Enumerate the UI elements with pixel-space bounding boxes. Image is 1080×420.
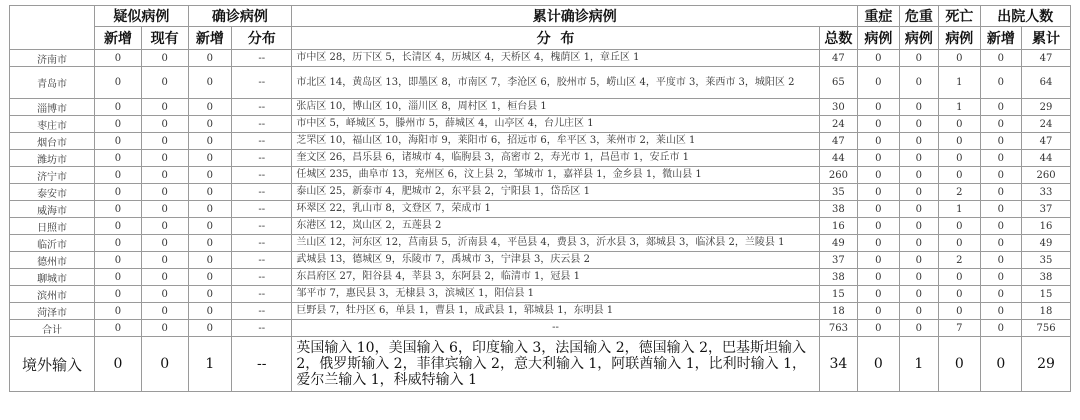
city-name-cell: 泰安市 <box>10 184 95 201</box>
suspected-new-cell: 0 <box>95 67 142 99</box>
header-critical: 危重 <box>899 6 938 27</box>
header-severe: 重症 <box>858 6 900 27</box>
confirmed-new-cell: 0 <box>188 150 232 167</box>
critical-cases-cell: 0 <box>899 252 938 269</box>
confirmed-distribution-cell: -- <box>232 269 292 286</box>
city-name-cell: 境外输入 <box>10 337 95 392</box>
city-name-cell: 淄博市 <box>10 99 95 116</box>
death-cases-cell: 1 <box>939 67 981 99</box>
cumulative-total-cell: 47 <box>819 50 857 67</box>
confirmed-distribution-cell: -- <box>232 184 292 201</box>
death-cases-cell: 0 <box>939 303 981 320</box>
confirmed-new-cell: 0 <box>188 184 232 201</box>
cumulative-distribution-cell: 东昌府区 27，阳谷县 4，莘县 3，东阿县 2，临清市 1，冠县 1 <box>292 269 819 286</box>
discharged-new-cell: 0 <box>980 116 1022 133</box>
header-discharged-cumulative: 累计 <box>1022 27 1071 50</box>
cumulative-total-cell: 37 <box>819 252 857 269</box>
critical-cases-cell: 0 <box>899 133 938 150</box>
overseas-row <box>10 337 1071 392</box>
severe-cases-cell: 0 <box>858 235 900 252</box>
suspected-current-cell: 0 <box>141 337 188 392</box>
discharged-cumulative-cell: 47 <box>1022 50 1071 67</box>
death-cases-cell: 0 <box>939 150 981 167</box>
severe-cases-cell: 0 <box>858 218 900 235</box>
discharged-new-cell: 0 <box>980 235 1022 252</box>
discharged-cumulative-cell: 37 <box>1022 201 1071 218</box>
cumulative-distribution-cell: 市中区 5，峄城区 5，滕州市 5，薛城区 4，山亭区 4，台儿庄区 1 <box>292 116 819 133</box>
suspected-new-cell: 0 <box>95 167 142 184</box>
table-row <box>10 116 1071 133</box>
table-body <box>10 50 1071 392</box>
city-name-cell: 烟台市 <box>10 133 95 150</box>
header-suspected-current: 现有 <box>141 27 188 50</box>
confirmed-new-cell: 0 <box>188 50 232 67</box>
cumulative-distribution-cell: 市中区 28，历下区 5，长清区 4，历城区 4，天桥区 4，槐荫区 1，章丘区 1 <box>292 50 819 67</box>
table-row <box>10 184 1071 201</box>
critical-cases-cell: 0 <box>899 50 938 67</box>
city-name-cell: 德州市 <box>10 252 95 269</box>
death-cases-cell: 0 <box>939 116 981 133</box>
suspected-current-cell: 0 <box>141 269 188 286</box>
discharged-cumulative-cell: 38 <box>1022 269 1071 286</box>
suspected-new-cell: 0 <box>95 99 142 116</box>
suspected-current-cell: 0 <box>141 116 188 133</box>
severe-cases-cell: 0 <box>858 286 900 303</box>
death-cases-cell: 7 <box>939 320 981 337</box>
confirmed-distribution-cell: -- <box>232 252 292 269</box>
table-row <box>10 133 1071 150</box>
header-cumulative: 累计确诊病例 <box>292 6 858 27</box>
confirmed-distribution-cell: -- <box>232 286 292 303</box>
severe-cases-cell: 0 <box>858 67 900 99</box>
suspected-new-cell: 0 <box>95 252 142 269</box>
discharged-cumulative-cell: 35 <box>1022 252 1071 269</box>
discharged-new-cell: 0 <box>980 133 1022 150</box>
city-name-cell: 聊城市 <box>10 269 95 286</box>
discharged-cumulative-cell: 29 <box>1022 99 1071 116</box>
discharged-cumulative-cell: 756 <box>1022 320 1071 337</box>
suspected-current-cell: 0 <box>141 303 188 320</box>
table-row <box>10 235 1071 252</box>
discharged-cumulative-cell: 49 <box>1022 235 1071 252</box>
header-cumulative-total: 总数 <box>819 27 857 50</box>
table-row <box>10 99 1071 116</box>
critical-cases-cell: 0 <box>899 67 938 99</box>
severe-cases-cell: 0 <box>858 269 900 286</box>
cumulative-distribution-cell: 泰山区 25，新泰市 4，肥城市 2，东平县 2，宁阳县 1，岱岳区 1 <box>292 184 819 201</box>
header-suspected-new: 新增 <box>95 27 142 50</box>
cumulative-distribution-cell: 张店区 10，博山区 10，淄川区 8，周村区 1，桓台县 1 <box>292 99 819 116</box>
death-cases-cell: 0 <box>939 218 981 235</box>
table-row <box>10 50 1071 67</box>
suspected-current-cell: 0 <box>141 286 188 303</box>
confirmed-distribution-cell: -- <box>232 67 292 99</box>
discharged-new-cell: 0 <box>980 218 1022 235</box>
severe-cases-cell: 0 <box>858 303 900 320</box>
death-cases-cell: 0 <box>939 50 981 67</box>
confirmed-new-cell: 0 <box>188 116 232 133</box>
city-name-cell: 合计 <box>10 320 95 337</box>
confirmed-new-cell: 0 <box>188 252 232 269</box>
header-city <box>10 6 95 50</box>
confirmed-distribution-cell: -- <box>232 50 292 67</box>
critical-cases-cell: 0 <box>899 201 938 218</box>
discharged-new-cell: 0 <box>980 150 1022 167</box>
death-cases-cell: 0 <box>939 269 981 286</box>
suspected-new-cell: 0 <box>95 269 142 286</box>
table-row <box>10 167 1071 184</box>
discharged-cumulative-cell: 44 <box>1022 150 1071 167</box>
suspected-new-cell: 0 <box>95 235 142 252</box>
death-cases-cell: 2 <box>939 252 981 269</box>
suspected-new-cell: 0 <box>95 133 142 150</box>
confirmed-new-cell: 0 <box>188 99 232 116</box>
confirmed-distribution-cell: -- <box>232 99 292 116</box>
confirmed-distribution-cell: -- <box>232 235 292 252</box>
severe-cases-cell: 0 <box>858 320 900 337</box>
confirmed-distribution-cell: -- <box>232 150 292 167</box>
discharged-cumulative-cell: 18 <box>1022 303 1071 320</box>
cumulative-distribution-cell: -- <box>292 320 819 337</box>
header-discharged-new: 新增 <box>980 27 1022 50</box>
suspected-new-cell: 0 <box>95 201 142 218</box>
critical-cases-cell: 0 <box>899 184 938 201</box>
cumulative-total-cell: 65 <box>819 67 857 99</box>
header-suspected: 疑似病例 <box>95 6 188 27</box>
cumulative-distribution-cell: 任城区 235，曲阜市 13，兖州区 6，汶上县 2，邹城市 1，嘉祥县 1，金乡县 1，微山县 1 <box>292 167 819 184</box>
critical-cases-cell: 0 <box>899 167 938 184</box>
suspected-current-cell: 0 <box>141 235 188 252</box>
cumulative-distribution-cell: 英国输入 10，美国输入 6，印度输入 3，法国输入 2，德国输入 2，巴基斯坦输入 2，俄罗斯输入 2，菲律宾输入 2，意大利输入 1，阿联酋输入 1，比利时输入 1，爱尔兰输入 1，科威特输入 1 <box>292 337 819 392</box>
suspected-new-cell: 0 <box>95 218 142 235</box>
cumulative-distribution-cell: 市北区 14，黄岛区 13，即墨区 8，市南区 7，李沧区 6，胶州市 5，崂山区 4，平度市 3，莱西市 3，城阳区 2 <box>292 67 819 99</box>
cumulative-total-cell: 763 <box>819 320 857 337</box>
discharged-cumulative-cell: 47 <box>1022 133 1071 150</box>
death-cases-cell: 0 <box>939 235 981 252</box>
header-death-cases: 病例 <box>939 27 981 50</box>
suspected-current-cell: 0 <box>141 133 188 150</box>
city-name-cell: 潍坊市 <box>10 150 95 167</box>
suspected-new-cell: 0 <box>95 184 142 201</box>
cumulative-distribution-cell: 武城县 13，德城区 9，乐陵市 7，禹城市 3，宁津县 3，庆云县 2 <box>292 252 819 269</box>
city-name-cell: 济南市 <box>10 50 95 67</box>
cumulative-total-cell: 16 <box>819 218 857 235</box>
suspected-new-cell: 0 <box>95 286 142 303</box>
discharged-cumulative-cell: 16 <box>1022 218 1071 235</box>
covid-statistics-table <box>9 5 1071 392</box>
city-name-cell: 枣庄市 <box>10 116 95 133</box>
critical-cases-cell: 0 <box>899 116 938 133</box>
discharged-new-cell: 0 <box>980 201 1022 218</box>
discharged-new-cell: 0 <box>980 337 1022 392</box>
cumulative-total-cell: 30 <box>819 99 857 116</box>
city-name-cell: 菏泽市 <box>10 303 95 320</box>
suspected-current-cell: 0 <box>141 99 188 116</box>
suspected-current-cell: 0 <box>141 184 188 201</box>
severe-cases-cell: 0 <box>858 184 900 201</box>
confirmed-distribution-cell: -- <box>232 303 292 320</box>
confirmed-new-cell: 0 <box>188 167 232 184</box>
cumulative-distribution-cell: 巨野县 7，牡丹区 6，单县 1，曹县 1，成武县 1，郓城县 1，东明县 1 <box>292 303 819 320</box>
cumulative-distribution-cell: 环翠区 22，乳山市 8，文登区 7，荣成市 1 <box>292 201 819 218</box>
total-row <box>10 320 1071 337</box>
table-row <box>10 269 1071 286</box>
severe-cases-cell: 0 <box>858 150 900 167</box>
critical-cases-cell: 0 <box>899 269 938 286</box>
cumulative-distribution-cell: 奎文区 26，昌乐县 6，诸城市 4，临朐县 3，高密市 2，寿光市 1，昌邑市 1，安丘市 1 <box>292 150 819 167</box>
critical-cases-cell: 0 <box>899 218 938 235</box>
suspected-new-cell: 0 <box>95 320 142 337</box>
confirmed-distribution-cell: -- <box>232 201 292 218</box>
severe-cases-cell: 0 <box>858 50 900 67</box>
critical-cases-cell: 1 <box>899 337 938 392</box>
severe-cases-cell: 0 <box>858 201 900 218</box>
header-cumulative-distribution: 分 布 <box>292 27 819 50</box>
cumulative-distribution-cell: 邹平市 7，惠民县 3，无棣县 3，滨城区 1，阳信县 1 <box>292 286 819 303</box>
cumulative-total-cell: 44 <box>819 150 857 167</box>
confirmed-new-cell: 0 <box>188 133 232 150</box>
discharged-new-cell: 0 <box>980 67 1022 99</box>
cumulative-total-cell: 15 <box>819 286 857 303</box>
cumulative-total-cell: 24 <box>819 116 857 133</box>
cumulative-total-cell: 38 <box>819 269 857 286</box>
confirmed-new-cell: 0 <box>188 269 232 286</box>
header-confirmed-new: 新增 <box>188 27 232 50</box>
city-name-cell: 滨州市 <box>10 286 95 303</box>
cumulative-total-cell: 260 <box>819 167 857 184</box>
header-confirmed-distribution: 分布 <box>232 27 292 50</box>
discharged-cumulative-cell: 260 <box>1022 167 1071 184</box>
table-row <box>10 286 1071 303</box>
city-name-cell: 青岛市 <box>10 67 95 99</box>
table-row <box>10 150 1071 167</box>
cumulative-total-cell: 47 <box>819 133 857 150</box>
header-critical-cases: 病例 <box>899 27 938 50</box>
discharged-cumulative-cell: 64 <box>1022 67 1071 99</box>
severe-cases-cell: 0 <box>858 337 900 392</box>
death-cases-cell: 0 <box>939 337 981 392</box>
cumulative-total-cell: 38 <box>819 201 857 218</box>
discharged-new-cell: 0 <box>980 50 1022 67</box>
suspected-new-cell: 0 <box>95 303 142 320</box>
table-row <box>10 252 1071 269</box>
confirmed-distribution-cell: -- <box>232 218 292 235</box>
suspected-current-cell: 0 <box>141 320 188 337</box>
confirmed-distribution-cell: -- <box>232 133 292 150</box>
suspected-current-cell: 0 <box>141 150 188 167</box>
critical-cases-cell: 0 <box>899 150 938 167</box>
confirmed-new-cell: 0 <box>188 218 232 235</box>
city-name-cell: 济宁市 <box>10 167 95 184</box>
header-death: 死亡 <box>939 6 981 27</box>
critical-cases-cell: 0 <box>899 235 938 252</box>
confirmed-distribution-cell: -- <box>232 167 292 184</box>
discharged-new-cell: 0 <box>980 99 1022 116</box>
confirmed-new-cell: 0 <box>188 67 232 99</box>
severe-cases-cell: 0 <box>858 167 900 184</box>
severe-cases-cell: 0 <box>858 116 900 133</box>
cumulative-total-cell: 18 <box>819 303 857 320</box>
city-name-cell: 威海市 <box>10 201 95 218</box>
cumulative-distribution-cell: 芝罘区 10，福山区 10，海阳市 9，莱阳市 6，招远市 6，牟平区 3，莱州市 2，莱山区 1 <box>292 133 819 150</box>
severe-cases-cell: 0 <box>858 133 900 150</box>
cumulative-total-cell: 35 <box>819 184 857 201</box>
critical-cases-cell: 0 <box>899 303 938 320</box>
suspected-new-cell: 0 <box>95 50 142 67</box>
critical-cases-cell: 0 <box>899 320 938 337</box>
suspected-current-cell: 0 <box>141 218 188 235</box>
suspected-current-cell: 0 <box>141 50 188 67</box>
confirmed-new-cell: 0 <box>188 201 232 218</box>
severe-cases-cell: 0 <box>858 99 900 116</box>
table-header <box>10 6 1071 50</box>
suspected-current-cell: 0 <box>141 167 188 184</box>
confirmed-new-cell: 1 <box>188 337 232 392</box>
suspected-current-cell: 0 <box>141 252 188 269</box>
table-row <box>10 201 1071 218</box>
cumulative-distribution-cell: 东港区 12，岚山区 2，五莲县 2 <box>292 218 819 235</box>
table-row <box>10 218 1071 235</box>
suspected-current-cell: 0 <box>141 201 188 218</box>
discharged-cumulative-cell: 33 <box>1022 184 1071 201</box>
header-severe-cases: 病例 <box>858 27 900 50</box>
confirmed-distribution-cell: -- <box>232 116 292 133</box>
discharged-new-cell: 0 <box>980 303 1022 320</box>
critical-cases-cell: 0 <box>899 99 938 116</box>
confirmed-distribution-cell: -- <box>232 337 292 392</box>
discharged-new-cell: 0 <box>980 252 1022 269</box>
death-cases-cell: 0 <box>939 133 981 150</box>
cumulative-total-cell: 49 <box>819 235 857 252</box>
confirmed-new-cell: 0 <box>188 286 232 303</box>
discharged-cumulative-cell: 24 <box>1022 116 1071 133</box>
discharged-new-cell: 0 <box>980 320 1022 337</box>
table-row <box>10 67 1071 99</box>
confirmed-distribution-cell: -- <box>232 320 292 337</box>
death-cases-cell: 2 <box>939 184 981 201</box>
cumulative-total-cell: 34 <box>819 337 857 392</box>
death-cases-cell: 1 <box>939 99 981 116</box>
suspected-new-cell: 0 <box>95 337 142 392</box>
header-confirmed: 确诊病例 <box>188 6 292 27</box>
confirmed-new-cell: 0 <box>188 235 232 252</box>
confirmed-new-cell: 0 <box>188 320 232 337</box>
discharged-new-cell: 0 <box>980 286 1022 303</box>
critical-cases-cell: 0 <box>899 286 938 303</box>
cumulative-distribution-cell: 兰山区 12，河东区 12，莒南县 5，沂南县 4，平邑县 4，费县 3，沂水县 3，郯城县 3，临沭县 2，兰陵县 1 <box>292 235 819 252</box>
discharged-new-cell: 0 <box>980 167 1022 184</box>
city-name-cell: 日照市 <box>10 218 95 235</box>
suspected-new-cell: 0 <box>95 116 142 133</box>
city-name-cell: 临沂市 <box>10 235 95 252</box>
suspected-new-cell: 0 <box>95 150 142 167</box>
discharged-new-cell: 0 <box>980 269 1022 286</box>
confirmed-new-cell: 0 <box>188 303 232 320</box>
discharged-cumulative-cell: 29 <box>1022 337 1071 392</box>
death-cases-cell: 0 <box>939 286 981 303</box>
death-cases-cell: 1 <box>939 201 981 218</box>
death-cases-cell: 0 <box>939 167 981 184</box>
table-row <box>10 303 1071 320</box>
header-discharged: 出院人数 <box>980 6 1070 27</box>
discharged-cumulative-cell: 15 <box>1022 286 1071 303</box>
suspected-current-cell: 0 <box>141 67 188 99</box>
discharged-new-cell: 0 <box>980 184 1022 201</box>
severe-cases-cell: 0 <box>858 252 900 269</box>
